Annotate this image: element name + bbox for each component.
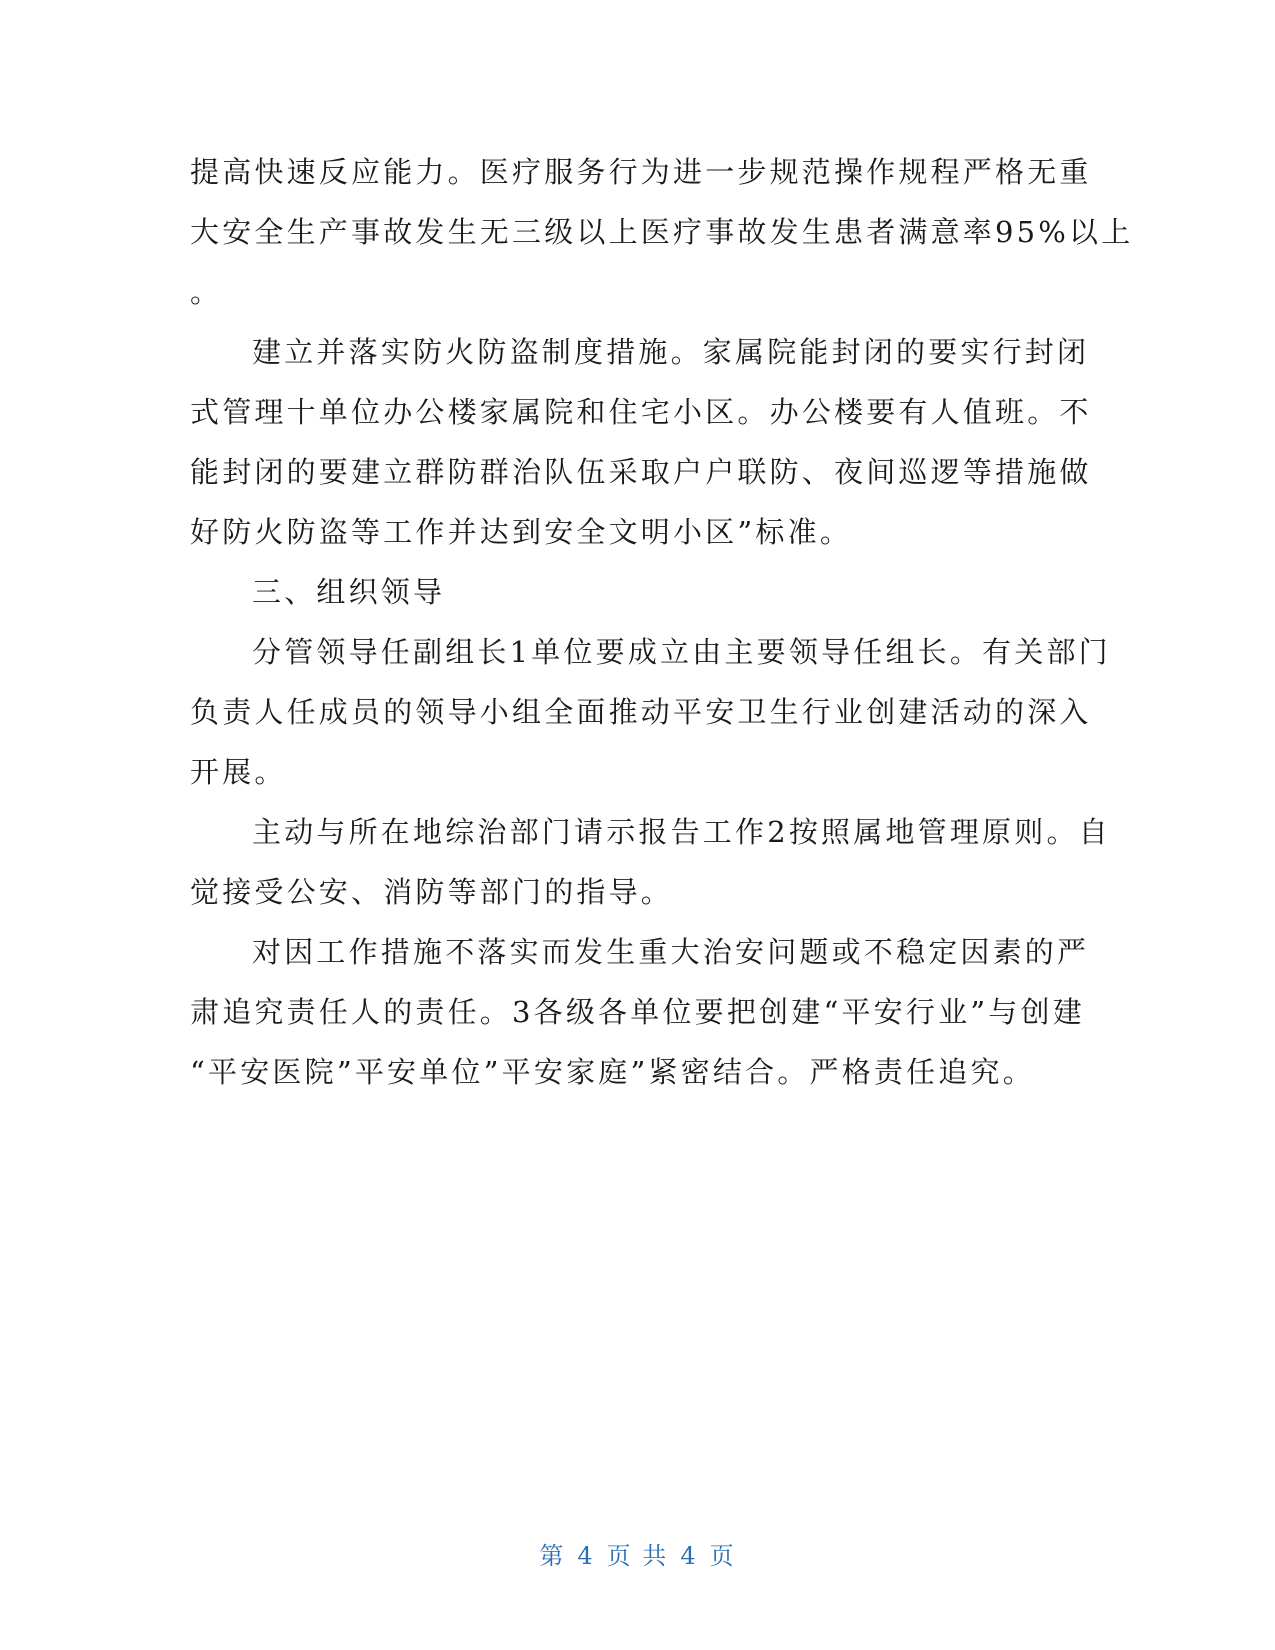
text-line: 提高快速反应能力。医疗服务行为进一步规范操作规程严格无重	[190, 155, 1092, 189]
text-line: 肃追究责任人的责任。3各级各单位要把创建“平安行业”与创建	[190, 995, 1085, 1029]
text-line: 好防火防盗等工作并达到安全文明小区”标准。	[190, 515, 853, 549]
section-heading: 三、组织领导	[252, 575, 446, 609]
paragraph-start-line: 分管领导任副组长1单位要成立由主要领导任组长。有关部门	[252, 635, 1111, 669]
footer-total-pages: 4	[680, 1542, 698, 1570]
footer-prefix: 第	[539, 1542, 566, 1570]
text-line: 。	[190, 275, 223, 309]
paragraph-start-line: 建立并落实防火防盗制度措施。家属院能封闭的要实行封闭	[252, 335, 1090, 369]
footer-current-page: 4	[577, 1542, 595, 1570]
document-body	[190, 142, 1134, 1102]
paragraph-start-line: 对因工作措施不落实而发生重大治安问题或不稳定因素的严	[252, 935, 1090, 969]
text-line: 开展。	[190, 755, 287, 789]
text-line: 式管理十单位办公楼家属院和住宅小区。办公楼要有人值班。不	[190, 395, 1092, 429]
text-line: 觉接受公安、消防等部门的指导。	[190, 875, 674, 909]
paragraph-start-line: 主动与所在地综治部门请示报告工作2按照属地管理原则。自	[252, 815, 1111, 849]
footer-suffix: 页	[709, 1542, 736, 1570]
footer-mid: 页 共	[606, 1542, 669, 1570]
text-line: 能封闭的要建立群防群治队伍采取户户联防、夜间巡逻等措施做	[190, 455, 1092, 489]
text-line: 大安全生产事故发生无三级以上医疗事故发生患者满意率95%以上	[190, 215, 1134, 249]
text-line: 负责人任成员的领导小组全面推动平安卫生行业创建活动的深入	[190, 695, 1092, 729]
page-footer	[0, 1536, 1275, 1571]
text-line: “平安医院”平安单位”平安家庭”紧密结合。严格责任追究。	[190, 1055, 1035, 1089]
